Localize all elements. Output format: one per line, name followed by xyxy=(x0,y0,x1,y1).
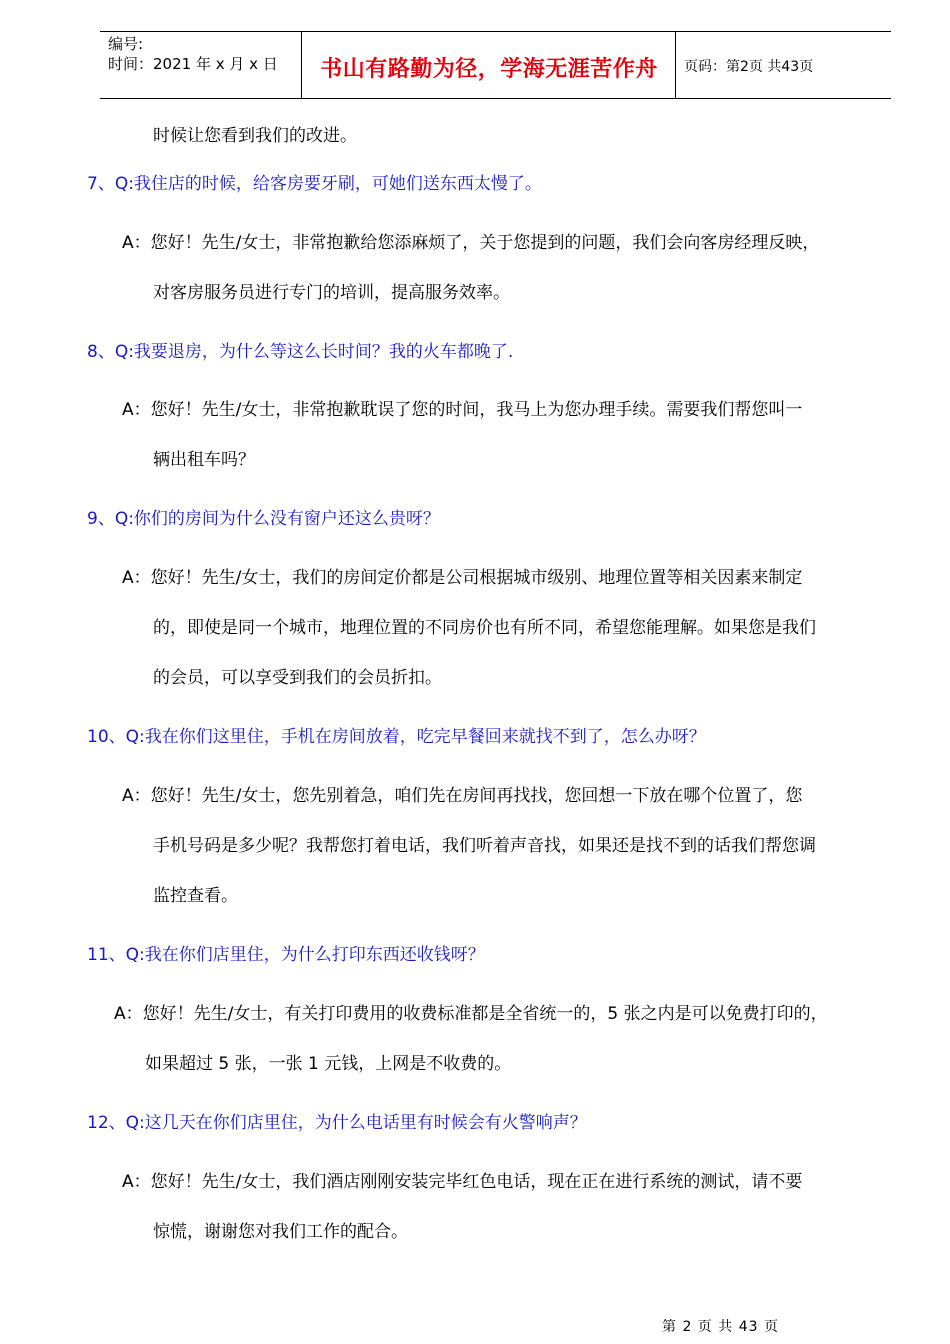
header-meta xyxy=(108,34,278,74)
page-info-middle: 页 共 xyxy=(748,59,782,75)
answer-7-line-2: 对客房服务员进行专门的培训，提高服务效率。 xyxy=(153,283,510,303)
time-label: 时间：2021 年 x 月 x 日 xyxy=(108,55,278,73)
header-bottom-rule xyxy=(100,98,891,99)
header-page-info xyxy=(684,56,813,76)
page-info-suffix: 页 xyxy=(799,59,814,75)
serial-number-label: 编号: xyxy=(108,35,144,53)
question-12: 12、Q:这几天在你们店里住，为什么电话里有时候会有火警响声？ xyxy=(87,1113,587,1133)
question-11: 11、Q:我在你们店里住，为什么打印东西还收钱呀？ xyxy=(87,945,485,965)
answer-9-line-1: A：您好！先生/女士，我们的房间定价都是公司根据城市级别、地理位置等相关因素来制定 xyxy=(122,568,803,588)
answer-10-line-2: 手机号码是多少呢？我帮您打着电话，我们听着声音找，如果还是找不到的话我们帮您调 xyxy=(153,836,816,856)
page-footer: 第 2 页 共 43 页 xyxy=(662,1319,779,1335)
answer-12-line-2: 惊慌，谢谢您对我们工作的配合。 xyxy=(153,1222,408,1242)
header-top-rule xyxy=(100,31,891,32)
page-current: 2 xyxy=(740,59,749,75)
question-7: 7、Q:我住店的时候，给客房要牙刷，可她们送东西太慢了。 xyxy=(87,174,542,194)
answer-11-line-1: A：您好！先生/女士，有关打印费用的收费标准都是全省统一的，5 张之内是可以免费打印的， xyxy=(114,1004,828,1024)
question-9: 9、Q:你们的房间为什么没有窗户还这么贵呀？ xyxy=(87,509,440,529)
question-10: 10、Q:我在你们这里住，手机在房间放着，吃完早餐回来就找不到了，怎么办呀？ xyxy=(87,727,706,747)
header-motto: 书山有路勤为径，学海无涯苦作舟 xyxy=(320,57,658,82)
answer-8-line-1: A：您好！先生/女士，非常抱歉耽误了您的时间，我马上为您办理手续。需要我们帮您叫一 xyxy=(122,400,803,420)
answer-7-line-1: A：您好！先生/女士，非常抱歉给您添麻烦了，关于您提到的问题，我们会向客房经理反映， xyxy=(122,233,820,253)
answer-10-line-3: 监控查看。 xyxy=(153,886,238,906)
answer-12-line-1: A：您好！先生/女士，我们酒店刚刚安装完毕红色电话，现在正在进行系统的测试，请不要 xyxy=(122,1172,803,1192)
page-info-prefix: 页码：第 xyxy=(684,59,740,75)
header-divider xyxy=(301,31,302,99)
page-total: 43 xyxy=(781,59,800,75)
answer-8-line-2: 辆出租车吗？ xyxy=(153,450,255,470)
answer-10-line-1: A：您好！先生/女士，您先别着急，咱们先在房间再找找，您回想一下放在哪个位置了，您 xyxy=(122,786,803,806)
answer-9-line-2: 的，即使是同一个城市，地理位置的不同房价也有所不同，希望您能理解。如果您是我们 xyxy=(153,618,816,638)
question-8: 8、Q:我要退房，为什么等这么长时间？我的火车都晚了. xyxy=(87,342,514,362)
answer-9-line-3: 的会员，可以享受到我们的会员折扣。 xyxy=(153,668,442,688)
header-divider xyxy=(675,31,676,99)
continued-paragraph: 时候让您看到我们的改进。 xyxy=(153,126,357,146)
answer-11-line-2: 如果超过 5 张，一张 1 元钱，上网是不收费的。 xyxy=(145,1054,512,1074)
